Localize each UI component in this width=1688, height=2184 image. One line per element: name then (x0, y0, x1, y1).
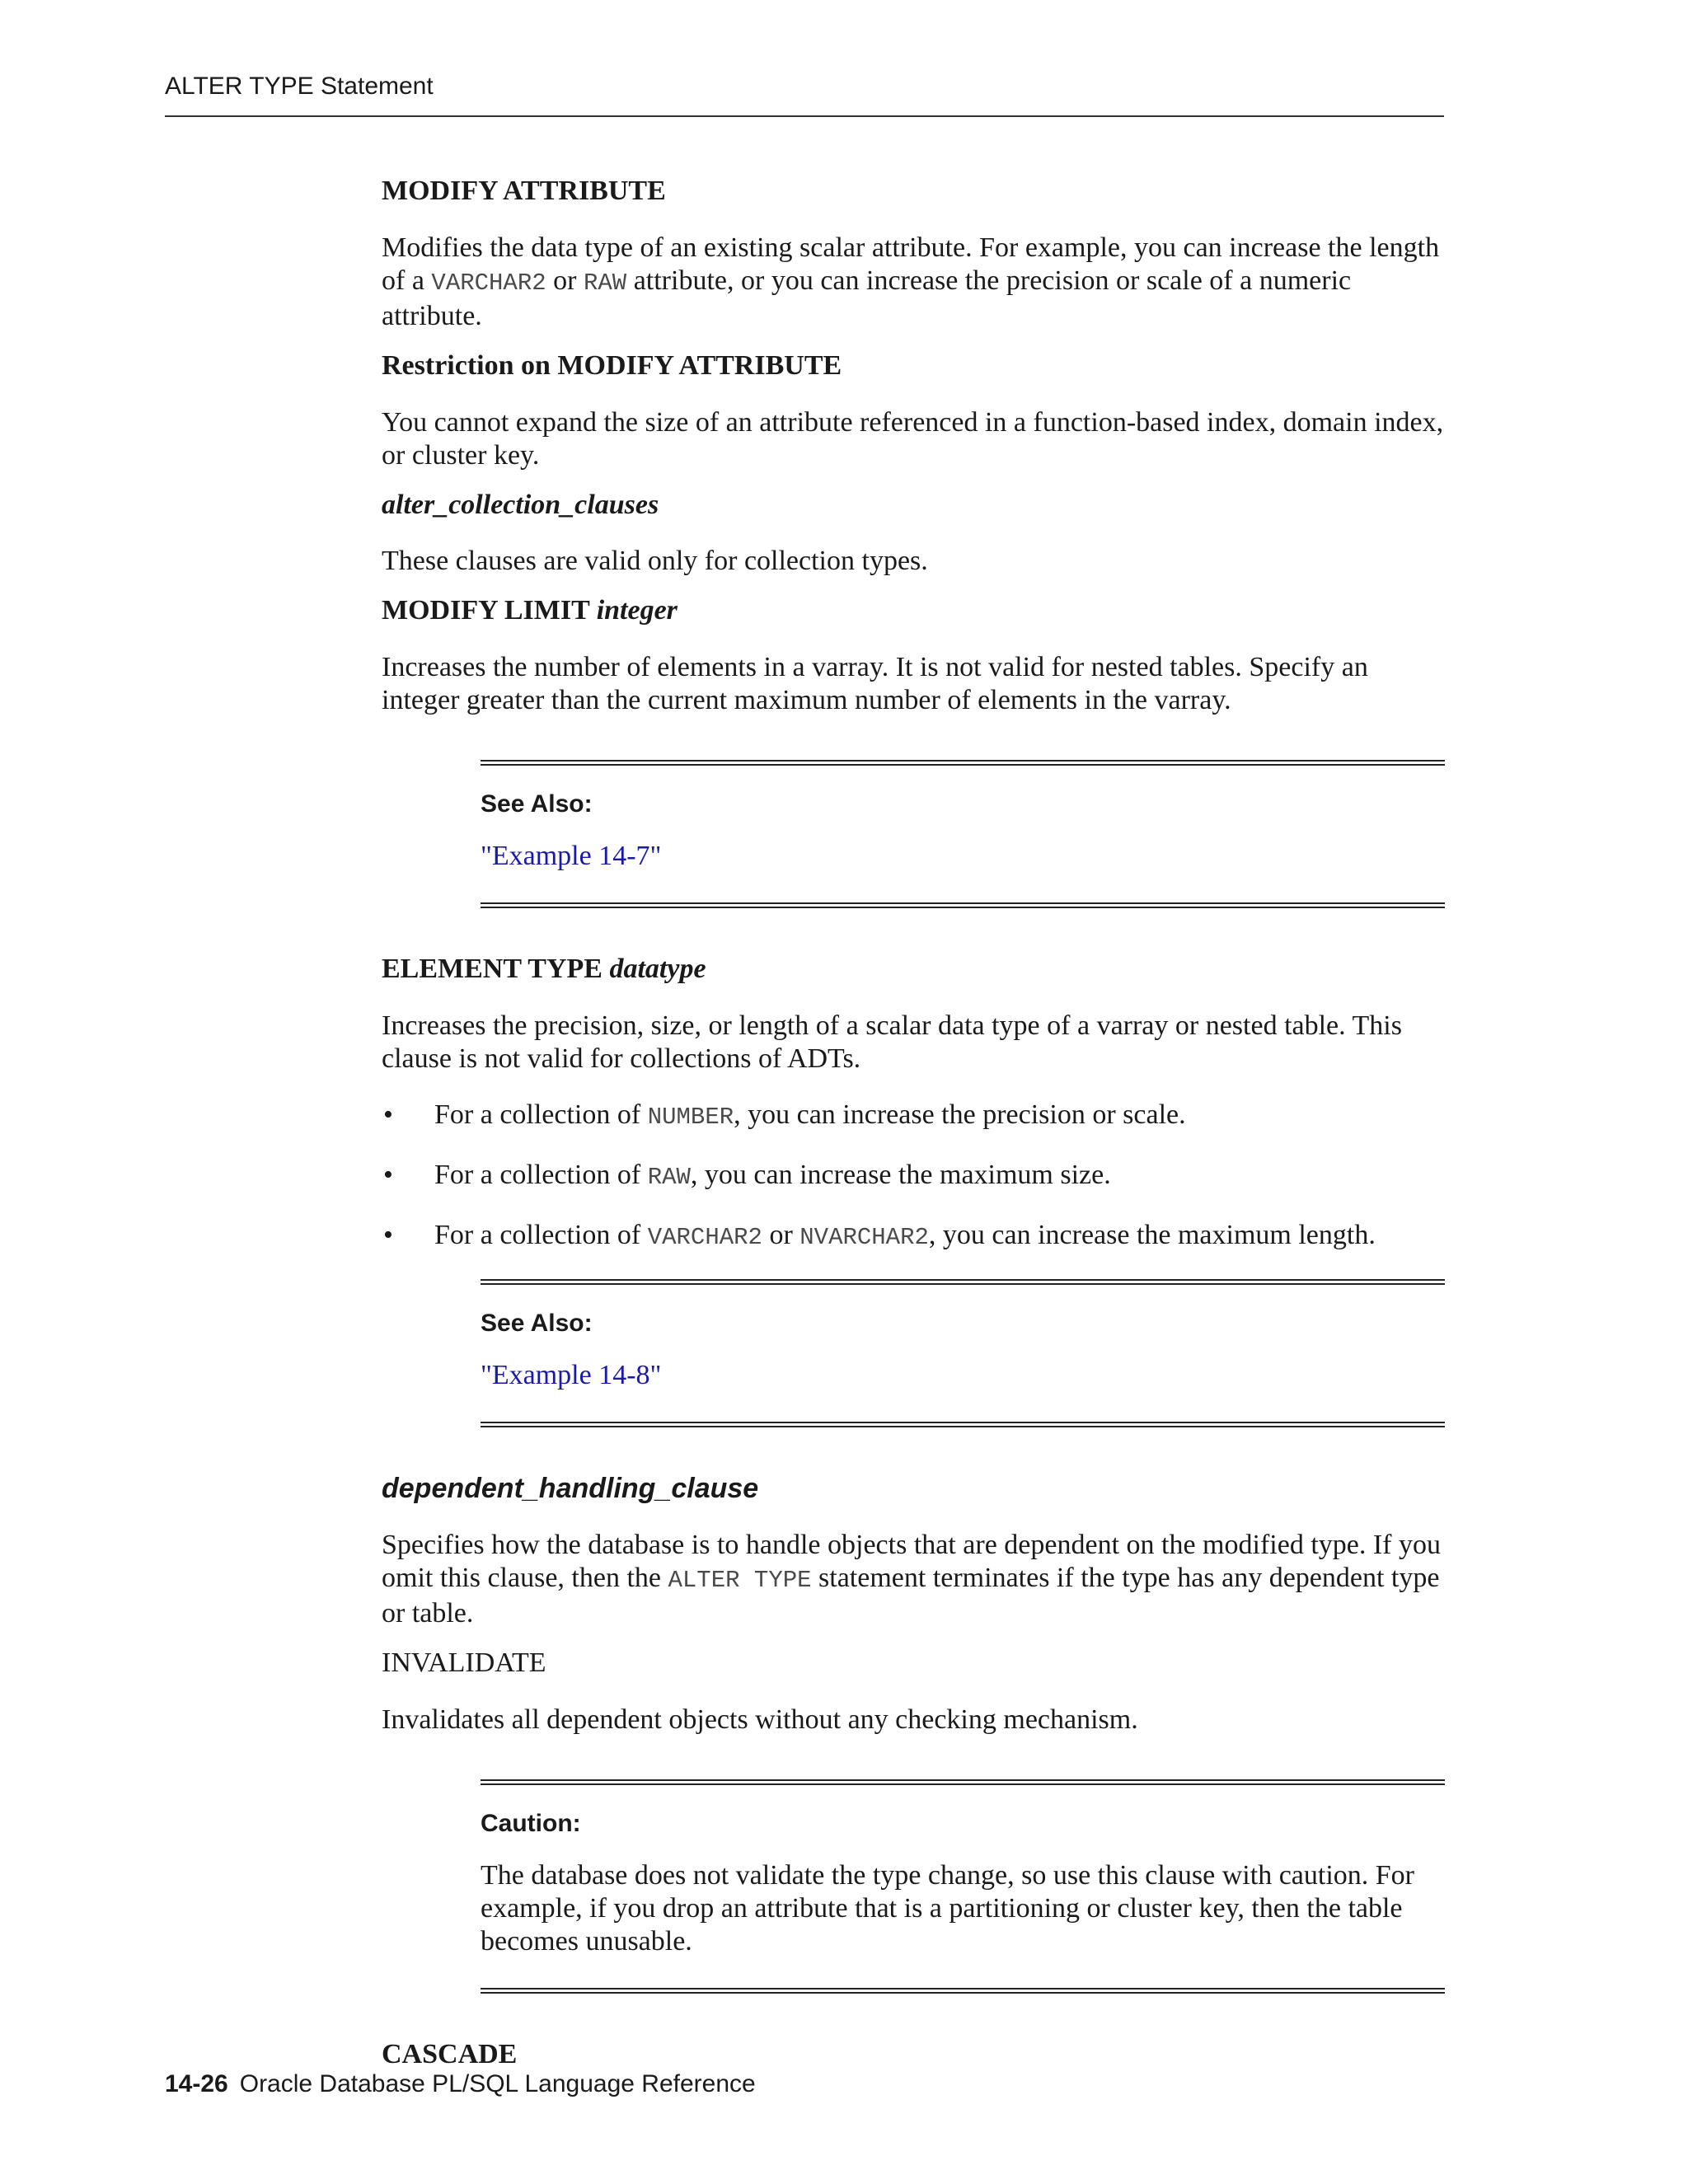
header-rule (165, 115, 1444, 117)
see-also-box (481, 760, 1445, 908)
alter-collection-heading: alter_collection_clauses (382, 489, 659, 520)
page-number: 14-26 (165, 2070, 228, 2097)
modify-limit-text: Increases the number of elements in a varray. It is not valid for nested tables. Specify an integer greater than the current maximum number of elements in the varray. (382, 652, 1368, 716)
dependent-handling-text: Specifies how the database is to handle objects that are dependent on the modified type. If you omit this clause, then the ALTER TYPE statement terminates if the type has any dependent type or table. (382, 1529, 1441, 1629)
modify-limit-heading: MODIFY LIMIT integer (382, 595, 678, 626)
code-varchar2: VARCHAR2 (431, 269, 546, 297)
see-also-box (481, 1279, 1445, 1427)
cascade-heading: CASCADE (382, 2038, 518, 2069)
alter-collection-text: These clauses are valid only for collection types. (382, 546, 928, 577)
invalidate-text: Invalidates all dependent objects without any checking mechanism. (382, 1704, 1138, 1735)
restriction-text: You cannot expand the size of an attribute referenced in a function-based index, domain index, or cluster key. (382, 406, 1444, 471)
example-14-7-link[interactable]: "Example 14-7" (481, 841, 662, 872)
element-type-heading: ELEMENT TYPE datatype (382, 954, 706, 985)
code-alter-type: ALTER TYPE (668, 1566, 812, 1594)
bullet-icon: • (383, 1219, 393, 1250)
collection-bullet-list (382, 1099, 1445, 1254)
code-raw: RAW (583, 269, 627, 297)
list-item: • For a collection of NUMBER, you can increase the precision or scale. (383, 1099, 1186, 1131)
page-content (382, 175, 1445, 2094)
bullet-icon: • (383, 1099, 393, 1130)
running-header: ALTER TYPE Statement (165, 73, 434, 100)
modify-attribute-text: Modifies the data type of an existing scalar attribute. For example, you can increase the length of a VARCHAR2 or RAW attribute, or you can increase the precision or scale of a numeric attribute. (382, 232, 1440, 331)
list-item: • For a collection of VARCHAR2 or NVARCHAR2, you can increase the maximum length. (383, 1219, 1376, 1251)
caution-label: Caution: (481, 1809, 581, 1837)
example-14-8-link[interactable]: "Example 14-8" (481, 1359, 662, 1390)
book-title: Oracle Database PL/SQL Language Reference (239, 2070, 756, 2097)
see-also-label: See Also: (481, 1309, 593, 1337)
element-type-text: Increases the precision, size, or length of a scalar data type of a varray or nested table. This clause is not valid for collections of ADTs. (382, 1010, 1402, 1074)
page-footer (165, 2070, 756, 2098)
modify-attribute-heading: MODIFY ATTRIBUTE (382, 176, 666, 206)
dependent-handling-heading: dependent_handling_clause (382, 1472, 759, 1504)
see-also-label: See Also: (481, 790, 593, 818)
bullet-icon: • (383, 1159, 393, 1190)
caution-box (481, 1779, 1445, 1994)
caution-text: The database does not validate the type change, so use this clause with caution. For example, if you drop an attribute that is a partitioning or cluster key, then the table becomes unusable. (481, 1859, 1415, 1957)
invalidate-heading: INVALIDATE (382, 1647, 546, 1678)
list-item: • For a collection of RAW, you can increase the maximum size. (383, 1159, 1111, 1191)
restriction-heading: Restriction on MODIFY ATTRIBUTE (382, 349, 842, 381)
